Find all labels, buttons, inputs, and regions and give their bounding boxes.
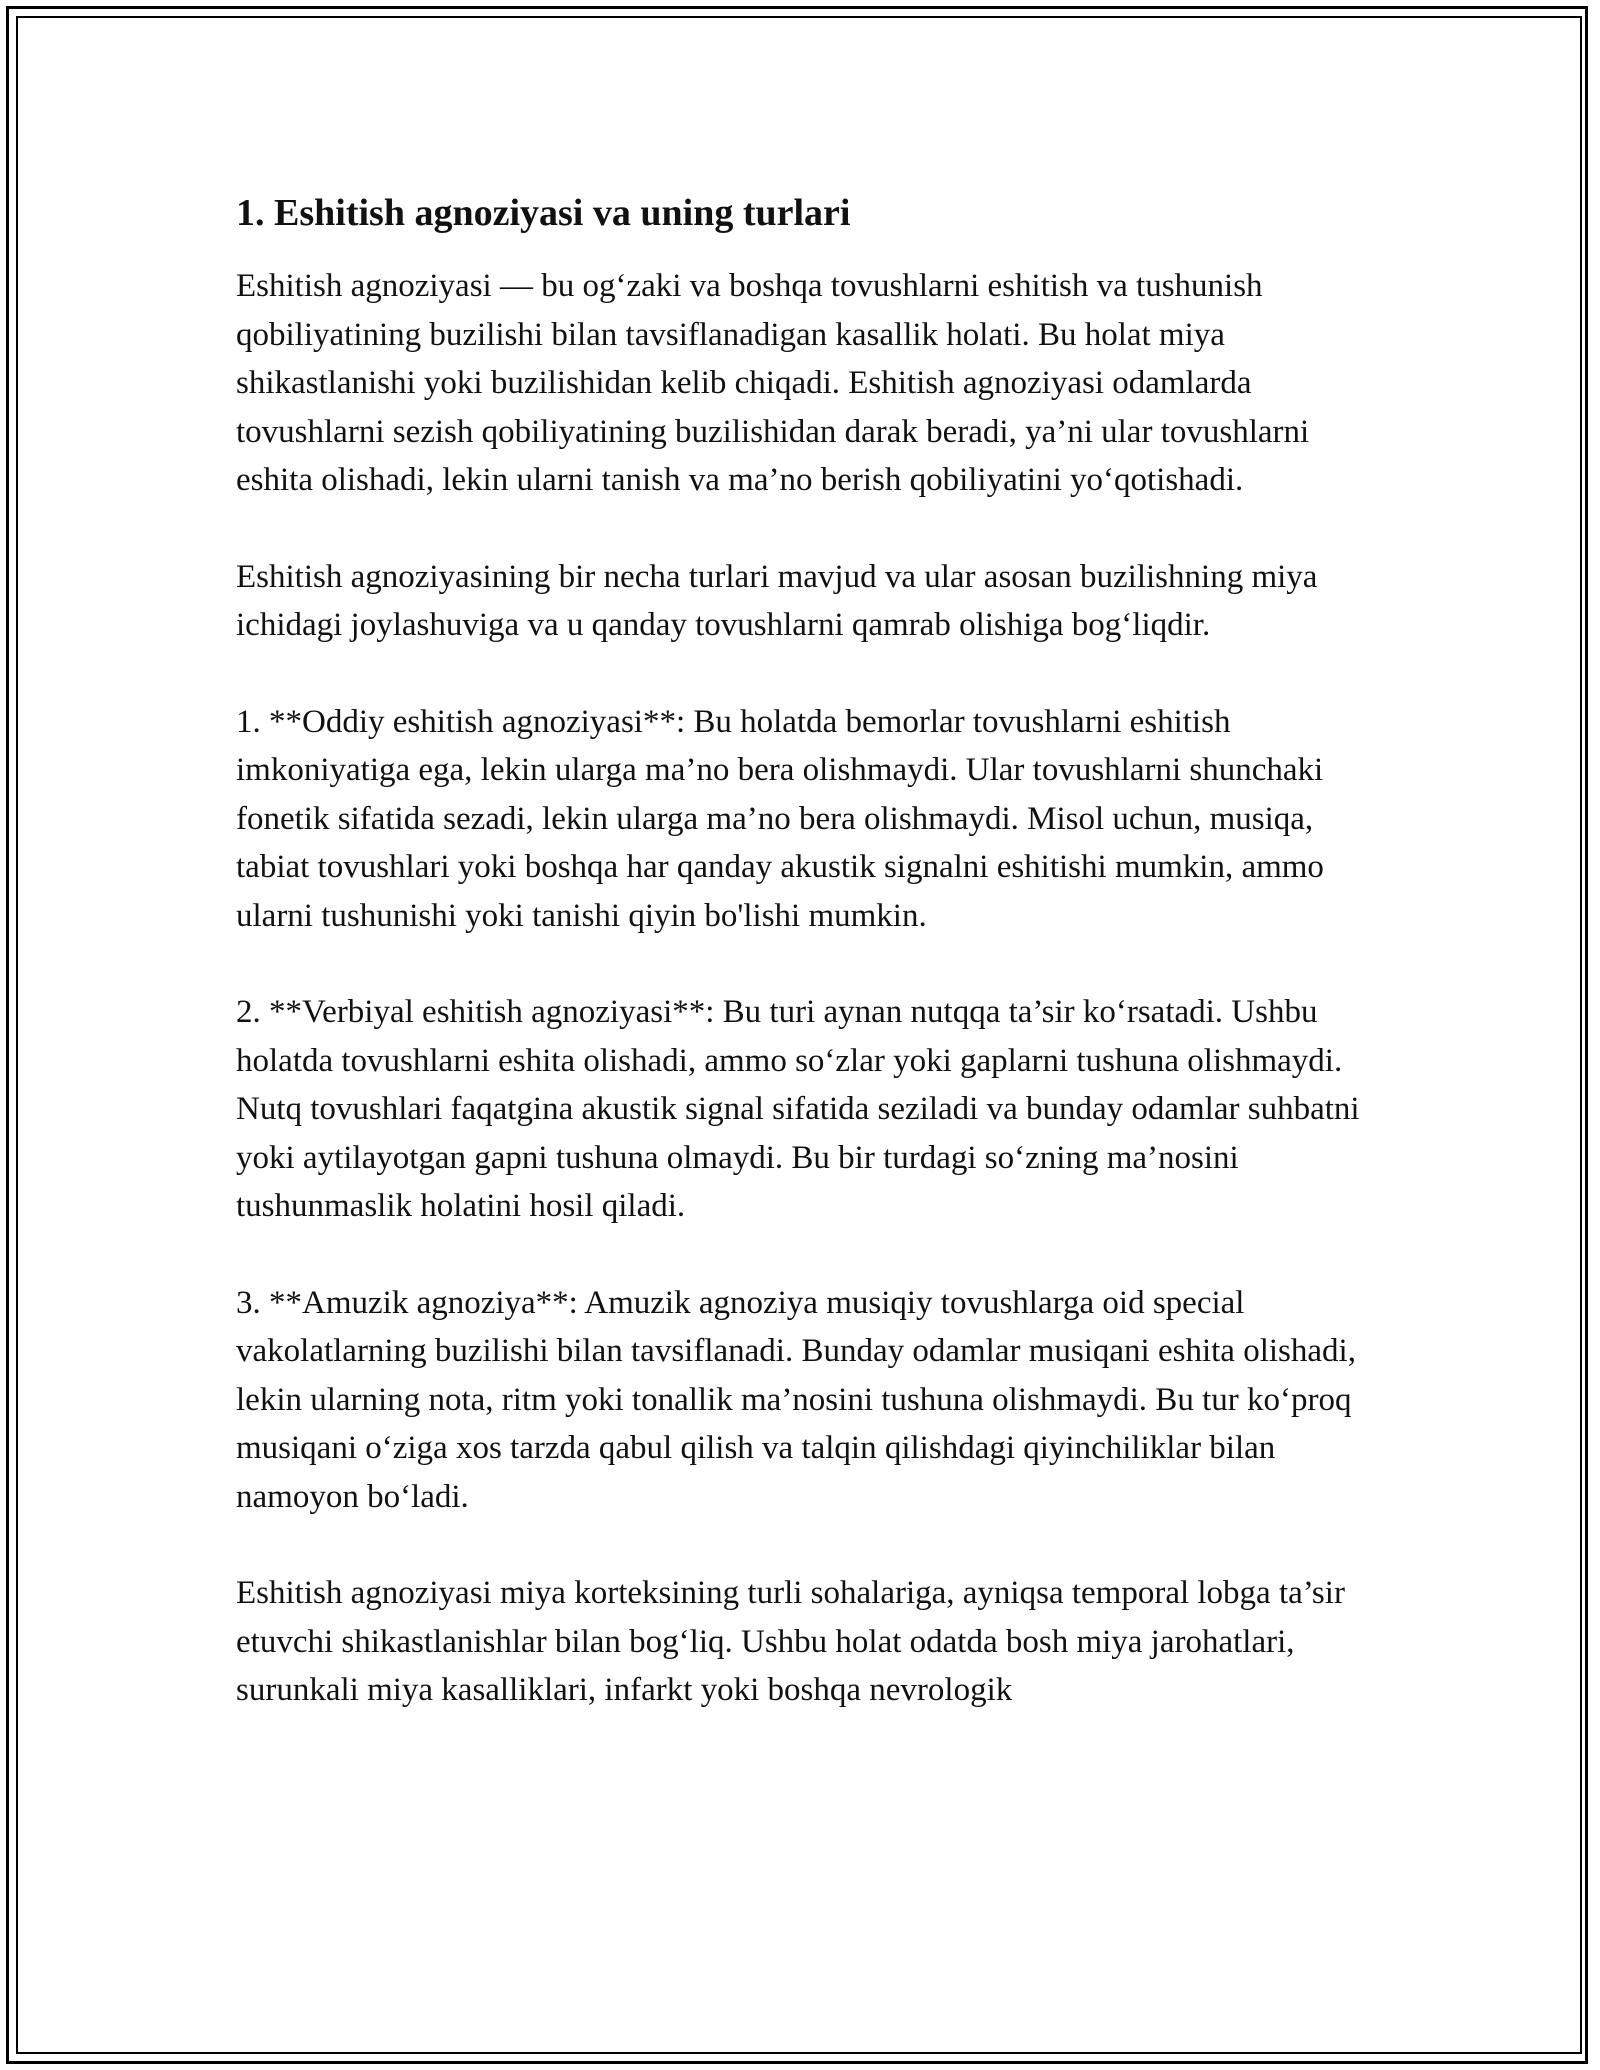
paragraph-type-3: 3. **Amuzik agnoziya**: Amuzik agnoziya musiqiy tovushlarga oid special vakolatlarning buzilishi bilan tavsiflanadi. Bunday odamlar musiqani eshita olishadi, lekin ularning nota, ritm yoki tonallik ma’nosini tushuna olishmaydi. Bu tur ko‘proq musiqani o‘ziga xos tarzda qabul qilish va talqin qilishdagi qiyinchiliklar bilan namoyon bo‘ladi. (236, 1284, 1356, 1515)
paragraph-intro: Eshitish agnoziyasi — bu og‘zaki va boshqa tovushlarni eshitish va tushunish qobiliyatining buzilishi bilan tavsiflanadigan kasallik holati. Bu holat miya shikastlanishi yoki buzilishidan kelib chiqadi. Eshitish agnoziyasi odamlarda tovushlarni sezish qobiliyatining buzilishidan darak beradi, ya’ni ular tovushlarni eshita olishadi, lekin ularni tanish va ma’no berish qobiliyatini yo‘qotishadi. (236, 268, 1310, 498)
paragraph-causes: Eshitish agnoziyasi miya korteksining turli sohalariga, ayniqsa temporal lobga ta’sir etuvchi shikastlanishlar bilan bog‘liq. Ushbu holat odatda bosh miya jarohatlari, surunkali miya kasalliklari, infarkt yoki boshqa nevrologik (236, 1575, 1345, 1708)
section-heading: 1. Eshitish agnoziyasi va uning turlari (236, 192, 851, 234)
paragraph-type-2: 2. **Verbiyal eshitish agnoziyasi**: Bu turi aynan nutqqa ta’sir ko‘rsatadi. Ushbu holatda tovushlarni eshita olishadi, ammo so‘zlar yoki gaplarni tushuna olishmaydi. Nutq tovushlari faqatgina akustik signal sifatida seziladi va bunday odamlar suhbatni yoki aytilayotgan gapni tushuna olmaydi. Bu bir turdagi so‘zning ma’nosini tushunmaslik holatini hosil qiladi. (236, 994, 1360, 1224)
document-body (236, 186, 1376, 1763)
paragraph-type-1: 1. **Oddiy eshitish agnoziyasi**: Bu holatda bemorlar tovushlarni eshitish imkoniyatiga ega, lekin ularga ma’no bera olishmaydi. Ular tovushlarni shunchaki fonetik sifatida sezadi, lekin ularga ma’no bera olishmaydi. Misol uchun, musiqa, tabiat tovushlari yoki boshqa har qanday akustik signalni eshitishi mumkin, ammo ularni tushunishi yoki tanishi qiyin bo'lishi mumkin. (236, 703, 1324, 934)
paragraph-types-overview: Eshitish agnoziyasining bir necha turlari mavjud va ular asosan buzilishning miya ichidagi joylashuviga va u qanday tovushlarni qamrab olishiga bog‘liqdir. (236, 558, 1318, 643)
